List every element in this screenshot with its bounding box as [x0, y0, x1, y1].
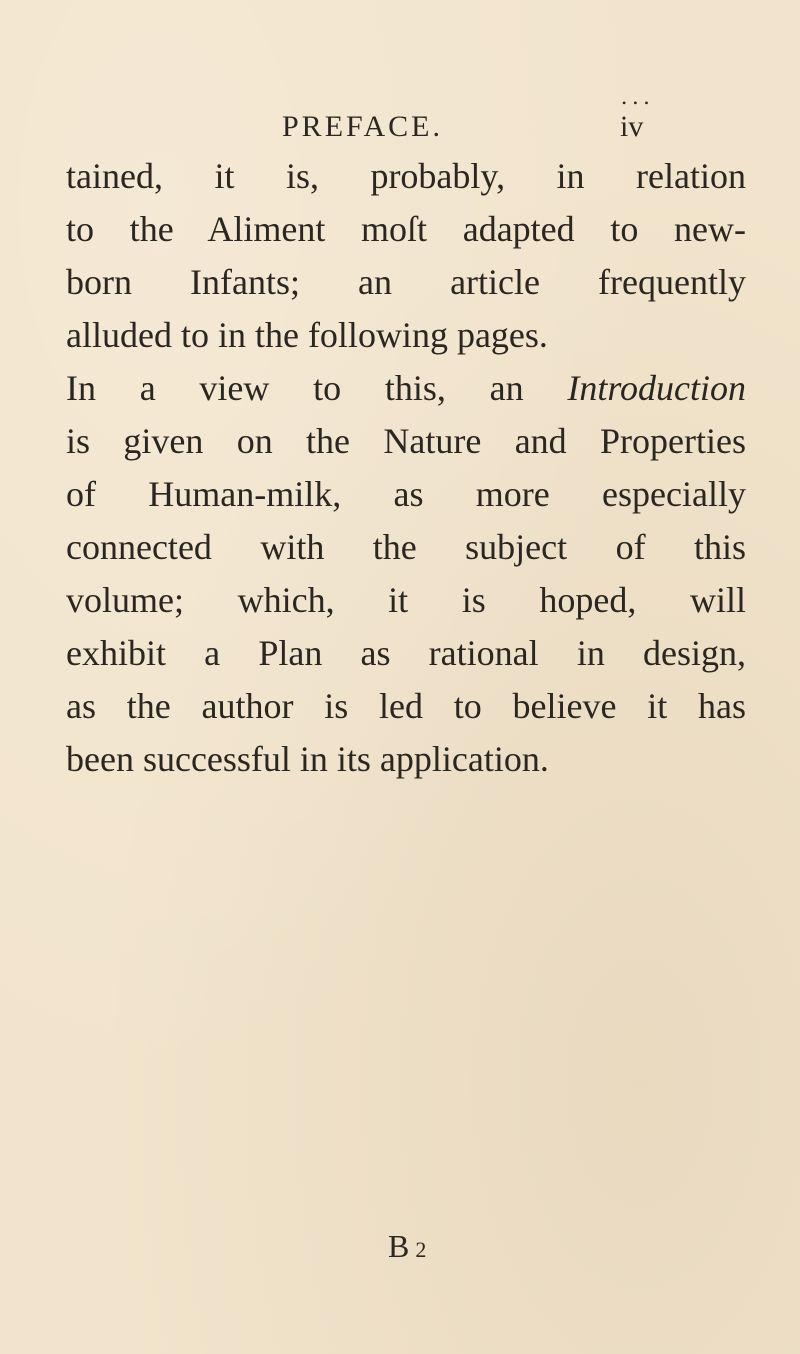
text-line: alluded to in the following pages. — [66, 315, 548, 355]
text-line: as the author is led to believe it has — [66, 686, 746, 726]
text-line: to the Aliment moſt adapted to new- — [66, 209, 746, 249]
signature-number: 2 — [415, 1237, 427, 1262]
text-line: is given on the Nature and Properties — [66, 421, 746, 461]
running-title: PREFACE. — [282, 110, 443, 143]
text-line: been successful in its application. — [66, 739, 549, 779]
text-line: volume; which, it is hoped, will — [66, 580, 746, 620]
folio-dots: • • • — [622, 96, 651, 110]
signature-mark — [388, 1228, 426, 1265]
signature-letter: B — [388, 1228, 410, 1264]
text-line: tained, it is, probably, in relation — [66, 156, 746, 196]
text-line: born Infants; an article frequently — [66, 262, 746, 302]
page-number — [620, 96, 660, 146]
text-line: exhibit a Plan as rational in design, — [66, 633, 746, 673]
paragraph-start-line — [66, 362, 746, 415]
text-line: connected with the subject of this — [66, 527, 746, 567]
preface-text — [66, 150, 746, 786]
text-segment: In a view to this, an — [66, 368, 568, 408]
italic-word: Introduction — [567, 368, 746, 408]
folio-number: iv — [620, 110, 644, 143]
text-line: of Human-milk, as more especially — [66, 474, 746, 514]
